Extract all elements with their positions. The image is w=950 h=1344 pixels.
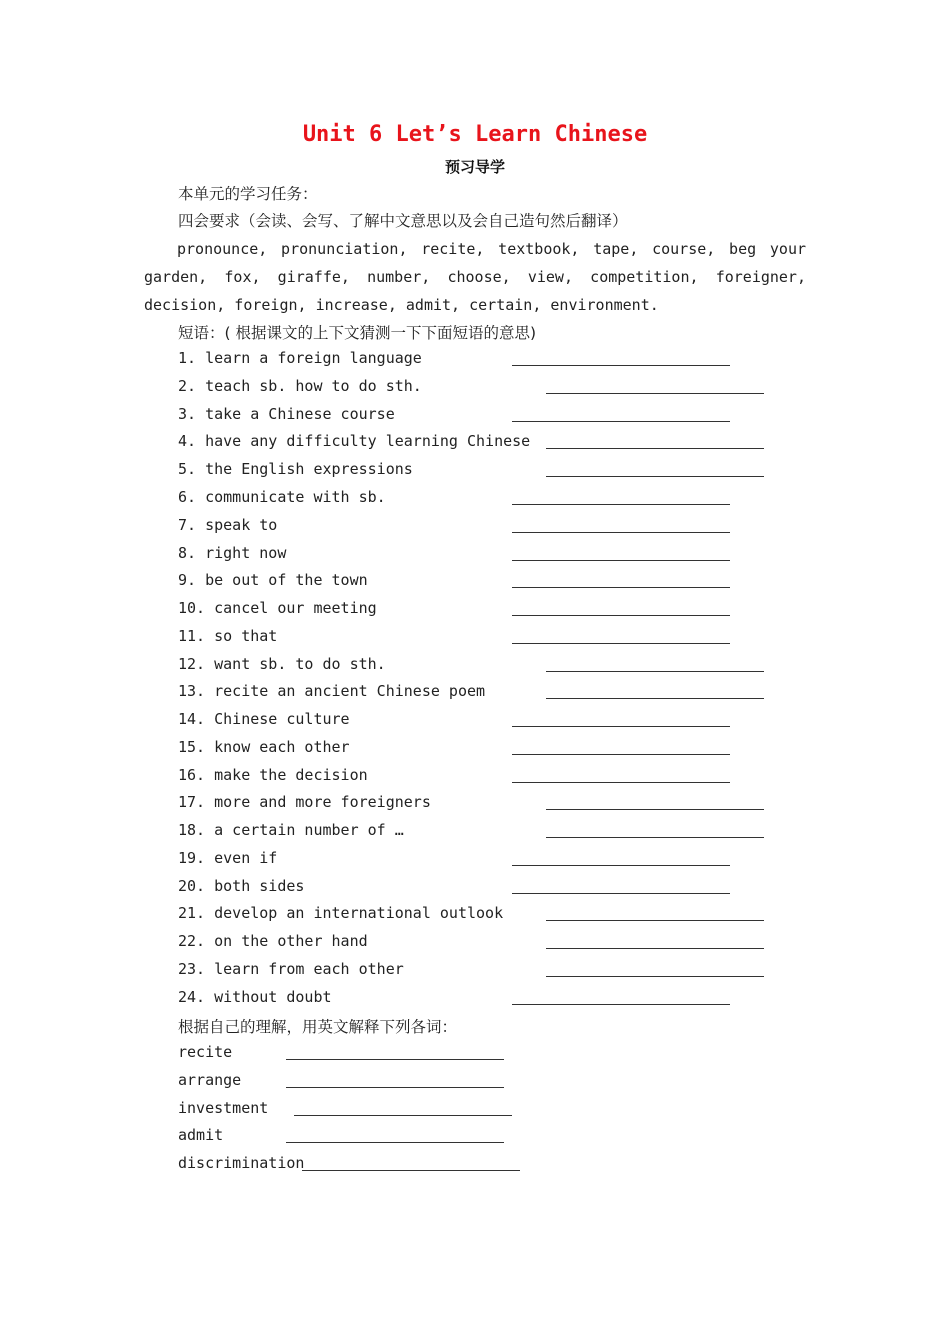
- answer-blank[interactable]: [546, 976, 764, 977]
- explain-blank[interactable]: [286, 1087, 504, 1088]
- answer-blank[interactable]: [512, 615, 730, 616]
- phrase-item: 3. take a Chinese course: [178, 405, 395, 423]
- answer-blank[interactable]: [512, 560, 730, 561]
- phrase-item: 21. develop an international outlook: [178, 904, 504, 922]
- phrase-item: 17. more and more foreigners: [178, 793, 431, 811]
- phrase-item: 20. both sides: [178, 877, 305, 895]
- phrase-item: 18. a certain number of …: [178, 821, 404, 839]
- phrases-heading: 短语：( 根据课文的上下文猜测一下下面短语的意思): [178, 324, 537, 342]
- answer-blank[interactable]: [512, 532, 730, 533]
- phrase-item: 11. so that: [178, 627, 278, 645]
- answer-blank[interactable]: [546, 393, 764, 394]
- phrase-item: 24. without doubt: [178, 988, 332, 1006]
- explain-word: recite: [178, 1043, 233, 1061]
- phrase-item: 9. be out of the town: [178, 571, 368, 589]
- explain-blank[interactable]: [286, 1059, 504, 1060]
- answer-blank[interactable]: [546, 837, 764, 838]
- explain-blank[interactable]: [294, 1115, 512, 1116]
- answer-blank[interactable]: [512, 1004, 730, 1005]
- four-skills-heading: 四会要求（会读、会写、了解中文意思以及会自己造句然后翻译）: [178, 212, 628, 230]
- phrase-item: 2. teach sb. how to do sth.: [178, 377, 422, 395]
- answer-blank[interactable]: [546, 671, 764, 672]
- answer-blank[interactable]: [512, 893, 730, 894]
- explain-word: discrimination: [178, 1154, 305, 1172]
- answer-blank[interactable]: [546, 476, 764, 477]
- answer-blank[interactable]: [512, 643, 730, 644]
- phrase-item: 5. the English expressions: [178, 460, 413, 478]
- answer-blank[interactable]: [546, 948, 764, 949]
- answer-blank[interactable]: [546, 809, 764, 810]
- answer-blank[interactable]: [512, 865, 730, 866]
- explain-heading: 根据自己的理解，用英文解释下列各词：: [178, 1018, 458, 1036]
- phrase-item: 15. know each other: [178, 738, 350, 756]
- explain-word: admit: [178, 1126, 224, 1144]
- answer-blank[interactable]: [512, 782, 730, 783]
- phrase-item: 13. recite an ancient Chinese poem: [178, 682, 486, 700]
- answer-blank[interactable]: [512, 504, 730, 505]
- explain-blank[interactable]: [302, 1170, 520, 1171]
- answer-blank[interactable]: [546, 920, 764, 921]
- phrase-item: 12. want sb. to do sth.: [178, 655, 386, 673]
- phrase-item: 10. cancel our meeting: [178, 599, 377, 617]
- page-title: Unit 6 Let’s Learn Chinese: [302, 122, 648, 147]
- phrase-item: 22. on the other hand: [178, 932, 368, 950]
- task-heading: 本单元的学习任务：: [178, 185, 318, 203]
- phrase-item: 14. Chinese culture: [178, 710, 350, 728]
- answer-blank[interactable]: [512, 726, 730, 727]
- answer-blank[interactable]: [512, 754, 730, 755]
- answer-blank[interactable]: [512, 365, 730, 366]
- answer-blank[interactable]: [546, 698, 764, 699]
- phrase-item: 1. learn a foreign language: [178, 349, 422, 367]
- phrase-item: 6. communicate with sb.: [178, 488, 386, 506]
- phrase-item: 16. make the decision: [178, 766, 368, 784]
- vocabulary-list: pronounce, pronunciation, recite, textbook, tape, course, beg your garden, fox, giraffe, number, choose, view, competition, foreigner, decision, foreign, increase, admit, certain, environment.: [144, 240, 806, 314]
- phrase-item: 7. speak to: [178, 516, 278, 534]
- phrase-item: 19. even if: [178, 849, 278, 867]
- phrase-item: 4. have any difficulty learning Chinese: [178, 432, 531, 450]
- phrase-item: 8. right now: [178, 544, 287, 562]
- answer-blank[interactable]: [512, 421, 730, 422]
- explain-blank[interactable]: [286, 1142, 504, 1143]
- answer-blank[interactable]: [512, 587, 730, 588]
- explain-word: investment: [178, 1099, 269, 1117]
- phrase-item: 23. learn from each other: [178, 960, 404, 978]
- answer-blank[interactable]: [546, 448, 764, 449]
- page-subtitle: 预习导学: [444, 158, 505, 176]
- explain-word: arrange: [178, 1071, 242, 1089]
